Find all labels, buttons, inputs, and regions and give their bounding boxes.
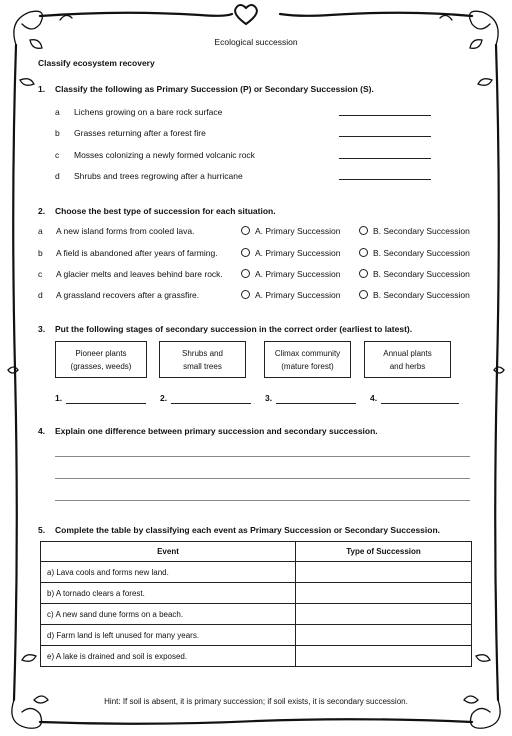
stage-card-line1: Climax community xyxy=(274,348,341,358)
page-title: Ecological succession xyxy=(214,37,298,47)
table-row xyxy=(41,646,472,667)
answer-cell[interactable] xyxy=(296,646,472,667)
q2-item-text: A field is abandoned after years of farming. xyxy=(56,248,218,258)
event-cell: c) A new sand dune forms on a beach. xyxy=(41,604,296,625)
q2-item-letter: a xyxy=(38,226,43,236)
hint-text: Hint: If soil is absent, it is primary succession; if soil exists, it is secondary succession. xyxy=(104,697,408,706)
q2-option-b-label: B. Secondary Succession xyxy=(373,226,470,236)
q1-item-text: Shrubs and trees regrowing after a hurricane xyxy=(74,171,243,181)
stage-card[interactable] xyxy=(55,341,147,378)
q1-item-letter: d xyxy=(55,171,60,181)
q2-option-b-radio[interactable] xyxy=(359,290,368,299)
q2-option-a-radio[interactable] xyxy=(241,269,250,278)
q2-item-letter: b xyxy=(38,248,43,258)
table-row xyxy=(41,625,472,646)
order-blank-number: 1. xyxy=(55,393,63,403)
stage-card-line1: Shrubs and xyxy=(182,348,223,358)
table-row xyxy=(41,604,472,625)
q1-prompt: Classify the following as Primary Succession (P) or Secondary Succession (S). xyxy=(55,84,374,94)
stage-card[interactable] xyxy=(364,341,451,378)
answer-cell[interactable] xyxy=(296,625,472,646)
writing-line[interactable] xyxy=(55,478,470,479)
q2-option-b-label: B. Secondary Succession xyxy=(373,269,470,279)
stage-card[interactable] xyxy=(159,341,246,378)
q1-number: 1. xyxy=(38,84,46,94)
stage-card-line1: Annual plants xyxy=(383,348,432,358)
worksheet-subtitle: Classify ecosystem recovery xyxy=(38,58,155,68)
q2-option-a-radio[interactable] xyxy=(241,226,250,235)
stage-card-line2: small trees xyxy=(183,361,222,371)
q3-number: 3. xyxy=(38,324,46,334)
column-header-type: Type of Succession xyxy=(296,542,472,562)
answer-cell[interactable] xyxy=(296,562,472,583)
q5-prompt: Complete the table by classifying each event as Primary Succession or Secondary Succession. xyxy=(55,525,441,535)
q5-number: 5. xyxy=(38,525,46,535)
writing-line[interactable] xyxy=(55,500,470,501)
order-blank-number: 4. xyxy=(370,393,378,403)
q2-number: 2. xyxy=(38,206,46,216)
q1-item-letter: a xyxy=(55,107,60,117)
q2-option-a-radio[interactable] xyxy=(241,248,250,257)
answer-cell[interactable] xyxy=(296,583,472,604)
q4-number: 4. xyxy=(38,426,46,436)
order-blank[interactable] xyxy=(66,403,146,404)
q3-prompt: Put the following stages of secondary succession in the correct order (earliest to latest). xyxy=(55,324,413,334)
q1-answer-blank[interactable] xyxy=(339,179,431,180)
order-blank[interactable] xyxy=(276,403,356,404)
answer-cell[interactable] xyxy=(296,604,472,625)
event-cell: a) Lava cools and forms new land. xyxy=(41,562,296,583)
writing-line[interactable] xyxy=(55,456,470,457)
q1-answer-blank[interactable] xyxy=(339,115,431,116)
q2-option-b-radio[interactable] xyxy=(359,248,368,257)
q1-item-text: Mosses colonizing a newly formed volcanic rock xyxy=(74,150,255,160)
q2-option-a-label: A. Primary Succession xyxy=(255,290,341,300)
q2-item-text: A new island forms from cooled lava. xyxy=(56,226,195,236)
table-row xyxy=(41,583,472,604)
stage-card-line2: (grasses, weeds) xyxy=(70,361,132,371)
q2-item-text: A glacier melts and leaves behind bare rock. xyxy=(56,269,223,279)
q2-option-a-label: A. Primary Succession xyxy=(255,269,341,279)
stage-card-line1: Pioneer plants xyxy=(75,348,127,358)
order-blank-number: 2. xyxy=(160,393,168,403)
q2-option-a-label: A. Primary Succession xyxy=(255,226,341,236)
q2-item-letter: c xyxy=(38,269,43,279)
q2-option-b-radio[interactable] xyxy=(359,269,368,278)
q2-item-text: A grassland recovers after a grassfire. xyxy=(56,290,200,300)
stage-card-line2: (mature forest) xyxy=(281,361,334,371)
q2-option-b-radio[interactable] xyxy=(359,226,368,235)
order-blank-number: 3. xyxy=(265,393,273,403)
stage-card[interactable] xyxy=(264,341,351,378)
q2-option-b-label: B. Secondary Succession xyxy=(373,248,470,258)
q1-answer-blank[interactable] xyxy=(339,158,431,159)
q1-answer-blank[interactable] xyxy=(339,136,431,137)
table-row xyxy=(41,562,472,583)
table-header-row xyxy=(41,542,472,562)
q2-option-a-radio[interactable] xyxy=(241,290,250,299)
stage-card-line2: and herbs xyxy=(389,361,426,371)
q4-prompt: Explain one difference between primary succession and secondary succession. xyxy=(55,426,378,436)
order-blank[interactable] xyxy=(381,403,459,404)
classification-table xyxy=(40,541,472,667)
q1-item-letter: c xyxy=(55,150,60,160)
q1-item-text: Lichens growing on a bare rock surface xyxy=(74,107,223,117)
event-cell: d) Farm land is left unused for many years. xyxy=(41,625,296,646)
event-cell: b) A tornado clears a forest. xyxy=(41,583,296,604)
q1-item-text: Grasses returning after a forest fire xyxy=(74,128,206,138)
q2-option-b-label: B. Secondary Succession xyxy=(373,290,470,300)
q2-item-letter: d xyxy=(38,290,43,300)
event-cell: e) A lake is drained and soil is exposed. xyxy=(41,646,296,667)
column-header-event: Event xyxy=(41,542,296,562)
q2-option-a-label: A. Primary Succession xyxy=(255,248,341,258)
order-blank[interactable] xyxy=(171,403,251,404)
q2-prompt: Choose the best type of succession for each situation. xyxy=(55,206,276,216)
q1-item-letter: b xyxy=(55,128,60,138)
